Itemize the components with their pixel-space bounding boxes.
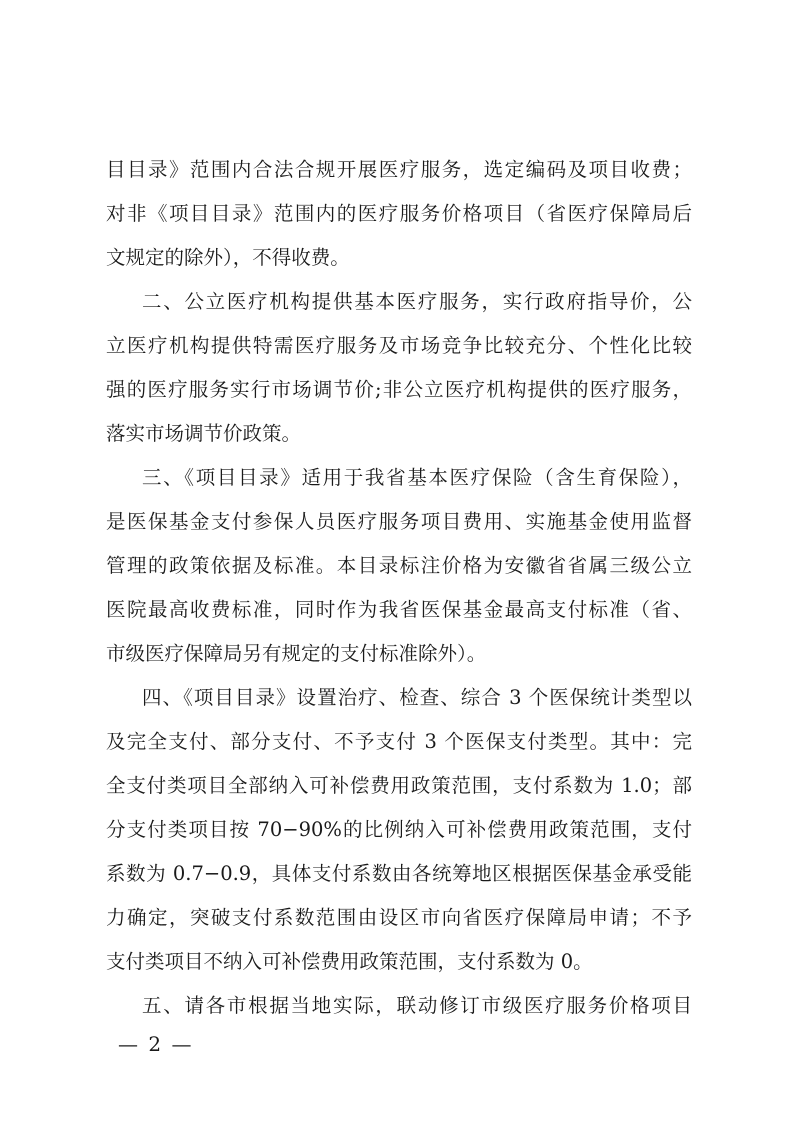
text-line: 五、请各市根据当地实际，联动修订市级医疗服务价格项目	[142, 994, 692, 1017]
text-line: 是医保基金支付参保人员医疗服务项目费用、实施基金使用监督	[106, 510, 692, 533]
text-line: 分支付类项目按 70−90%的比例纳入可补偿费用政策范围，支付	[106, 818, 692, 841]
text-line: 四、《项目目录》设置治疗、检查、综合 3 个医保统计类型以	[142, 686, 692, 709]
text-line: 管理的政策依据及标准。本目录标注价格为安徽省省属三级公立	[106, 554, 692, 577]
text-line: 立医疗机构提供特需医疗服务及市场竞争比较充分、个性化比较	[106, 334, 692, 357]
text-line: 支付类项目不纳入可补偿费用政策范围，支付系数为 0。	[106, 950, 593, 973]
text-line: 强的医疗服务实行市场调节价;非公立医疗机构提供的医疗服务，	[106, 378, 692, 401]
text-line: 力确定，突破支付系数范围由设区市向省医疗保障局申请；不予	[106, 906, 692, 929]
text-line: 对非《项目目录》范围内的医疗服务价格项目（省医疗保障局后	[106, 202, 692, 225]
text-line: 二、公立医疗机构提供基本医疗服务，实行政府指导价，公	[142, 290, 692, 313]
text-line: 医院最高收费标准，同时作为我省医保基金最高支付标准（省、	[106, 598, 692, 621]
page-number: — 2 —	[118, 1032, 194, 1056]
text-line: 全支付类项目全部纳入可补偿费用政策范围，支付系数为 1.0；部	[106, 774, 692, 797]
text-line: 市级医疗保障局另有规定的支付标准除外）。	[106, 642, 487, 665]
text-line: 落实市场调节价政策。	[106, 422, 302, 445]
text-line: 系数为 0.7−0.9，具体支付系数由各统筹地区根据医保基金承受能	[106, 862, 692, 885]
text-line: 文规定的除外），不得收费。	[106, 246, 350, 269]
text-line: 及完全支付、部分支付、不予支付 3 个医保支付类型。其中：完	[106, 730, 692, 753]
text-line: 目目录》范围内合法合规开展医疗服务，选定编码及项目收费；	[106, 158, 692, 181]
text-line: 三、《项目目录》适用于我省基本医疗保险（含生育保险），	[142, 466, 692, 489]
